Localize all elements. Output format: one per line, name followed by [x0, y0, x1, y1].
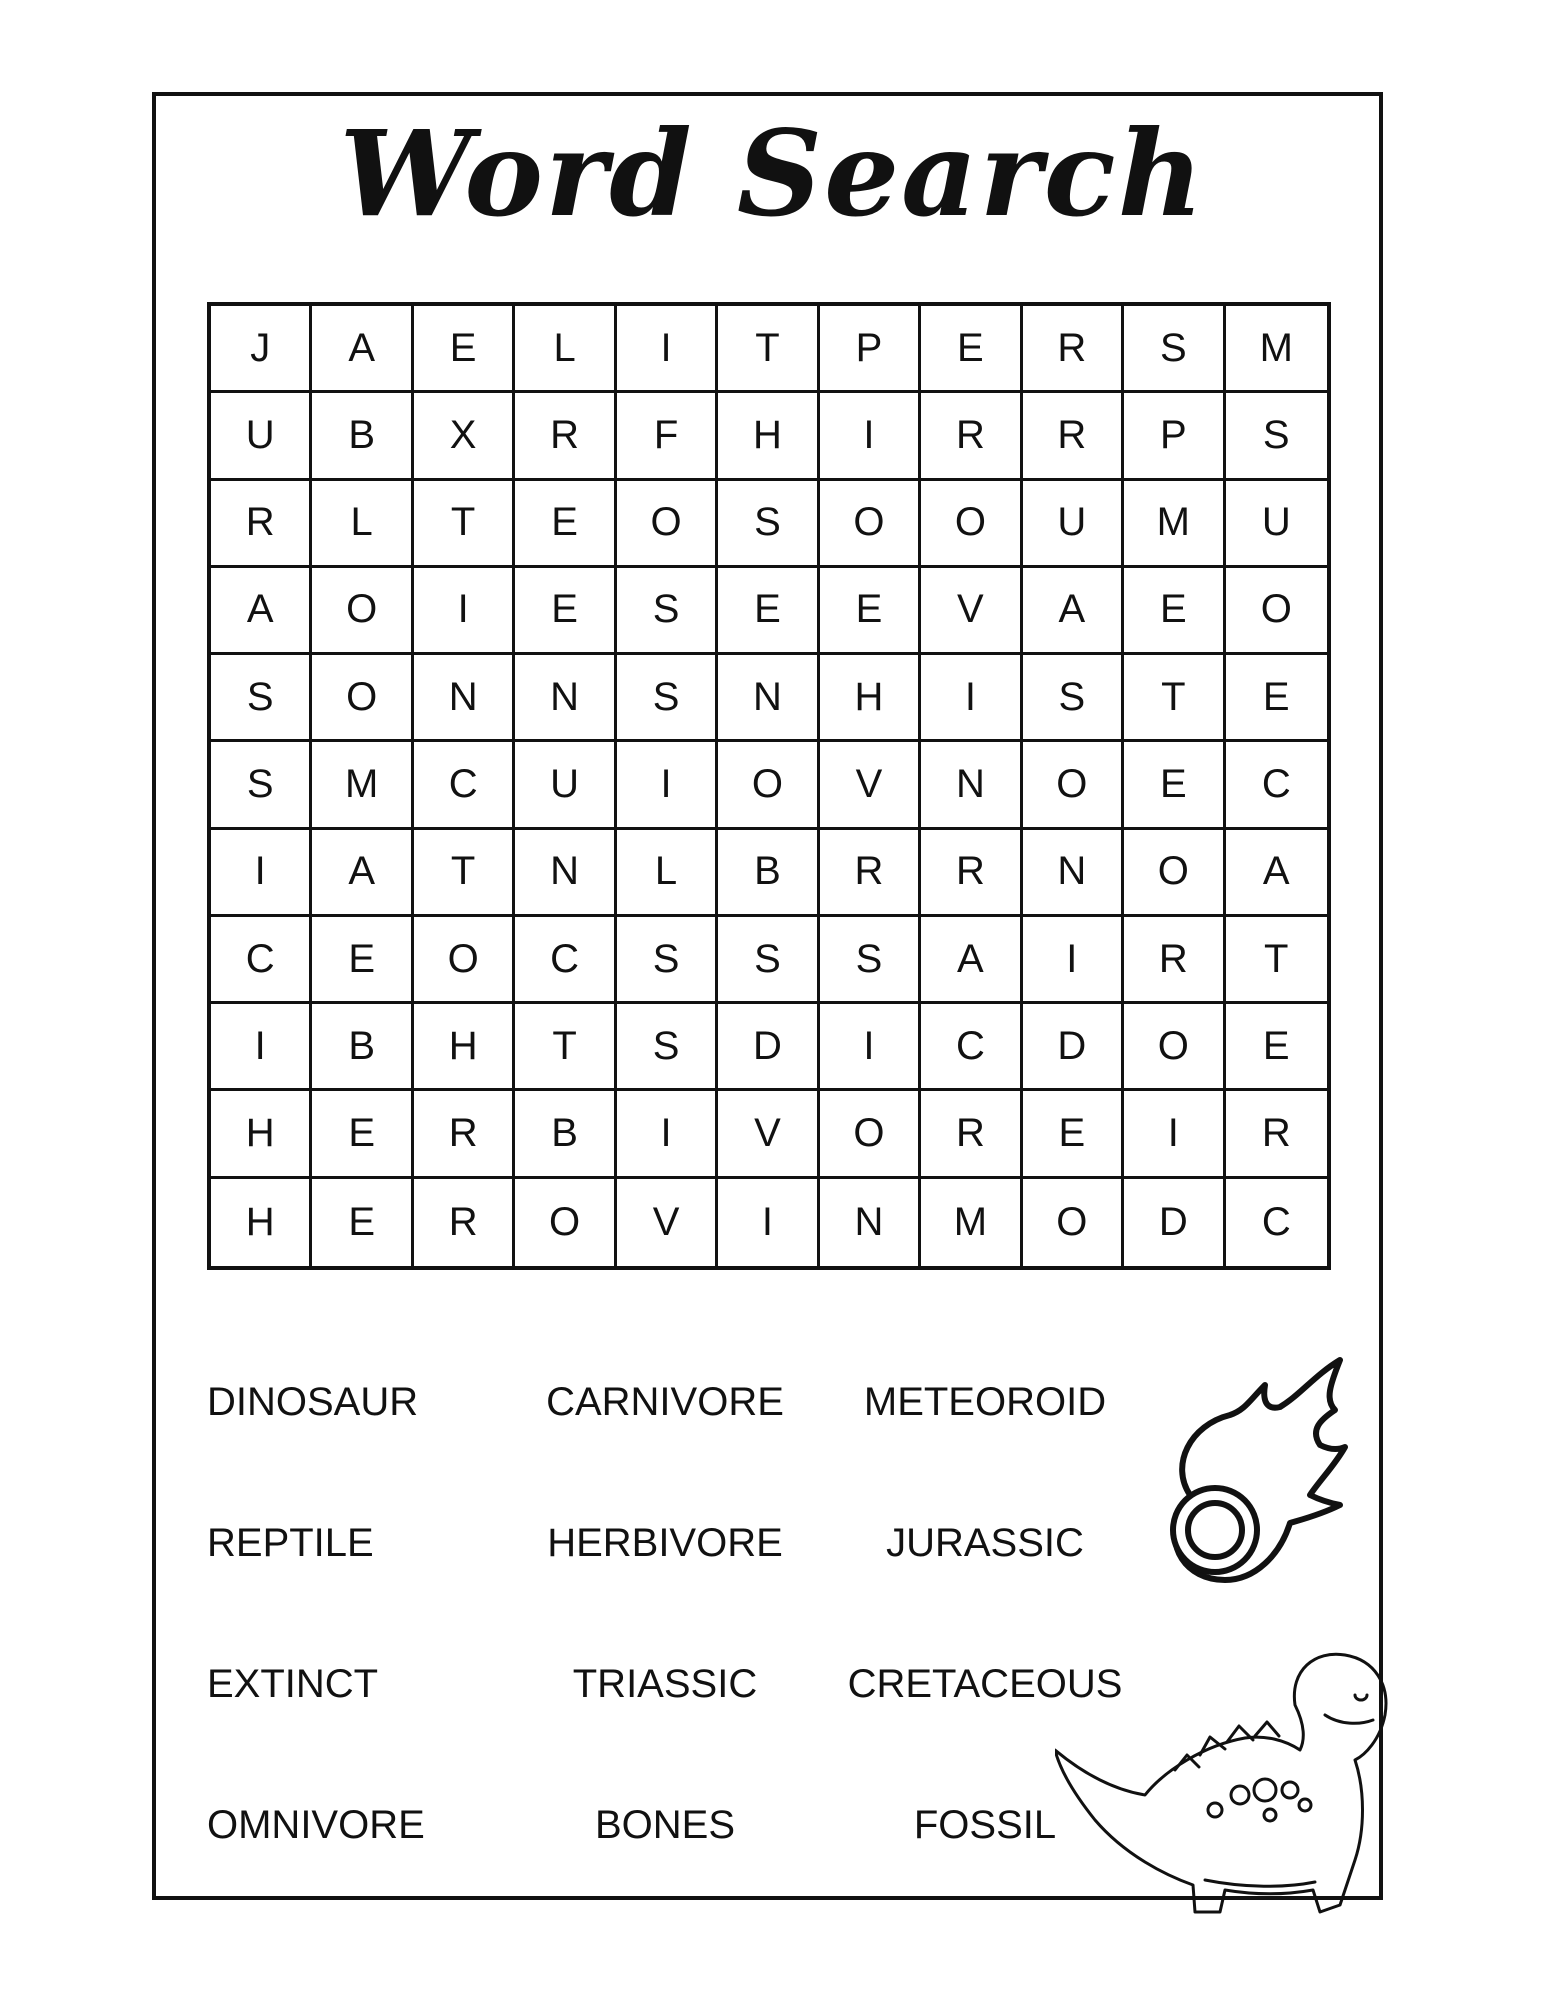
grid-cell: N: [820, 1179, 921, 1266]
grid-cell: O: [718, 742, 819, 829]
grid-cell: L: [617, 830, 718, 917]
grid-cell: R: [1023, 306, 1124, 393]
grid-cell: H: [414, 1004, 515, 1091]
grid-cell: D: [1124, 1179, 1225, 1266]
grid-cell: S: [1023, 655, 1124, 742]
grid-cell: E: [718, 568, 819, 655]
grid-cell: X: [414, 393, 515, 480]
grid-cell: I: [921, 655, 1022, 742]
grid-cell: R: [414, 1179, 515, 1266]
grid-cell: O: [414, 917, 515, 1004]
grid-cell: L: [312, 481, 413, 568]
grid-cell: U: [1023, 481, 1124, 568]
grid-cell: E: [921, 306, 1022, 393]
grid-cell: A: [1226, 830, 1327, 917]
grid-cell: S: [1124, 306, 1225, 393]
grid-cell: C: [414, 742, 515, 829]
grid-cell: U: [1226, 481, 1327, 568]
meteor-icon: [1150, 1355, 1355, 1585]
grid-cell: I: [820, 1004, 921, 1091]
grid-cell: R: [921, 393, 1022, 480]
grid-cell: E: [414, 306, 515, 393]
grid-cell: R: [1226, 1091, 1327, 1178]
grid-cell: N: [515, 830, 616, 917]
grid-cell: D: [718, 1004, 819, 1091]
grid-cell: R: [820, 830, 921, 917]
grid-cell: S: [211, 742, 312, 829]
grid-cell: S: [617, 917, 718, 1004]
grid-cell: E: [312, 1179, 413, 1266]
grid-cell: T: [1226, 917, 1327, 1004]
grid-cell: B: [312, 393, 413, 480]
grid-cell: J: [211, 306, 312, 393]
grid-cell: I: [617, 306, 718, 393]
grid-cell: S: [820, 917, 921, 1004]
grid-cell: E: [1023, 1091, 1124, 1178]
grid-cell: E: [1226, 1004, 1327, 1091]
grid-cell: T: [414, 481, 515, 568]
grid-cell: I: [718, 1179, 819, 1266]
grid-cell: O: [1226, 568, 1327, 655]
grid-cell: I: [211, 830, 312, 917]
grid-cell: I: [1124, 1091, 1225, 1178]
word-list-item: HERBIVORE: [547, 1521, 783, 1565]
grid-cell: S: [1226, 393, 1327, 480]
grid-cell: I: [414, 568, 515, 655]
grid-cell: O: [1023, 742, 1124, 829]
word-list-item: REPTILE: [207, 1521, 374, 1565]
grid-cell: N: [515, 655, 616, 742]
grid-cell: I: [211, 1004, 312, 1091]
grid-cell: P: [820, 306, 921, 393]
letter-grid: [207, 302, 1331, 1270]
grid-cell: I: [1023, 917, 1124, 1004]
word-list-item: OMNIVORE: [207, 1803, 425, 1847]
word-list-item: EXTINCT: [207, 1662, 379, 1706]
grid-cell: H: [718, 393, 819, 480]
grid-cell: C: [1226, 742, 1327, 829]
grid-cell: R: [921, 1091, 1022, 1178]
grid-cell: T: [414, 830, 515, 917]
grid-cell: S: [617, 1004, 718, 1091]
grid-cell: I: [617, 742, 718, 829]
grid-cell: B: [312, 1004, 413, 1091]
grid-cell: D: [1023, 1004, 1124, 1091]
grid-cell: M: [1124, 481, 1225, 568]
dinosaur-icon: [1055, 1650, 1400, 1930]
grid-cell: S: [617, 568, 718, 655]
word-list: [190, 1340, 1123, 1900]
grid-cell: O: [1124, 1004, 1225, 1091]
grid-cell: N: [718, 655, 819, 742]
grid-cell: E: [1124, 568, 1225, 655]
grid-cell: O: [1124, 830, 1225, 917]
grid-cell: O: [921, 481, 1022, 568]
grid-cell: A: [312, 306, 413, 393]
grid-cell: C: [1261, 1199, 1291, 1244]
grid-cell: R: [921, 830, 1022, 917]
grid-cell: U: [515, 742, 616, 829]
word-list-item: METEOROID: [863, 1380, 1107, 1424]
grid-cell: A: [921, 917, 1022, 1004]
grid-cell: E: [1124, 742, 1225, 829]
grid-cell: E: [515, 568, 616, 655]
grid-cell: C: [921, 1004, 1022, 1091]
grid-cell: V: [820, 742, 921, 829]
grid-cell: B: [515, 1091, 616, 1178]
grid-cell: T: [515, 1004, 616, 1091]
word-list-item: JURASSIC: [886, 1521, 1084, 1565]
grid-cell: H: [211, 1179, 312, 1266]
grid-cell: N: [414, 655, 515, 742]
grid-cell: V: [617, 1179, 718, 1266]
grid-cell: V: [718, 1091, 819, 1178]
grid-cell: N: [921, 742, 1022, 829]
word-list-item: DINOSAUR: [207, 1380, 419, 1424]
page-title: Word Search: [339, 104, 1206, 243]
grid-cell: L: [515, 306, 616, 393]
word-list-item: CRETACEOUS: [847, 1662, 1123, 1706]
grid-cell: O: [820, 481, 921, 568]
grid-cell: E: [1226, 655, 1327, 742]
grid-cell: A: [211, 568, 312, 655]
grid-cell: O: [312, 568, 413, 655]
grid-cell: O: [820, 1091, 921, 1178]
grid-cell: M: [312, 742, 413, 829]
grid-cell: R: [1124, 917, 1225, 1004]
grid-cell: C: [211, 917, 312, 1004]
grid-cell: B: [718, 830, 819, 917]
grid-cell: I: [820, 393, 921, 480]
grid-cell: E: [515, 481, 616, 568]
word-list-item: FOSSIL: [913, 1803, 1057, 1847]
grid-cell: U: [211, 393, 312, 480]
grid-cell: R: [211, 481, 312, 568]
grid-cell: O: [617, 481, 718, 568]
grid-cell: C: [515, 917, 616, 1004]
grid-cell: S: [718, 917, 819, 1004]
grid-cell: E: [312, 1091, 413, 1178]
grid-cell: E: [312, 917, 413, 1004]
grid-cell: N: [1023, 830, 1124, 917]
grid-cell: O: [1023, 1179, 1124, 1266]
grid-cell: V: [921, 568, 1022, 655]
grid-cell: P: [1124, 393, 1225, 480]
grid-cell: R: [1023, 393, 1124, 480]
grid-cell: T: [1124, 655, 1225, 742]
grid-cell: S: [718, 481, 819, 568]
word-list-item: CARNIVORE: [546, 1380, 784, 1424]
grid-cell: E: [820, 568, 921, 655]
grid-cell: M: [1226, 306, 1327, 393]
grid-cell: O: [515, 1179, 616, 1266]
grid-cell: R: [414, 1091, 515, 1178]
grid-cell: T: [718, 306, 819, 393]
grid-cell: A: [312, 830, 413, 917]
word-list-item: BONES: [594, 1803, 736, 1847]
grid-cell: R: [515, 393, 616, 480]
grid-cell: H: [820, 655, 921, 742]
grid-cell: O: [312, 655, 413, 742]
grid-cell: F: [617, 393, 718, 480]
grid-cell: M: [921, 1179, 1022, 1266]
grid-cell: S: [617, 655, 718, 742]
grid-cell: A: [1023, 568, 1124, 655]
grid-cell: I: [617, 1091, 718, 1178]
word-list-item: TRIASSIC: [572, 1662, 758, 1706]
grid-cell: S: [211, 655, 312, 742]
grid-cell: H: [211, 1091, 312, 1178]
